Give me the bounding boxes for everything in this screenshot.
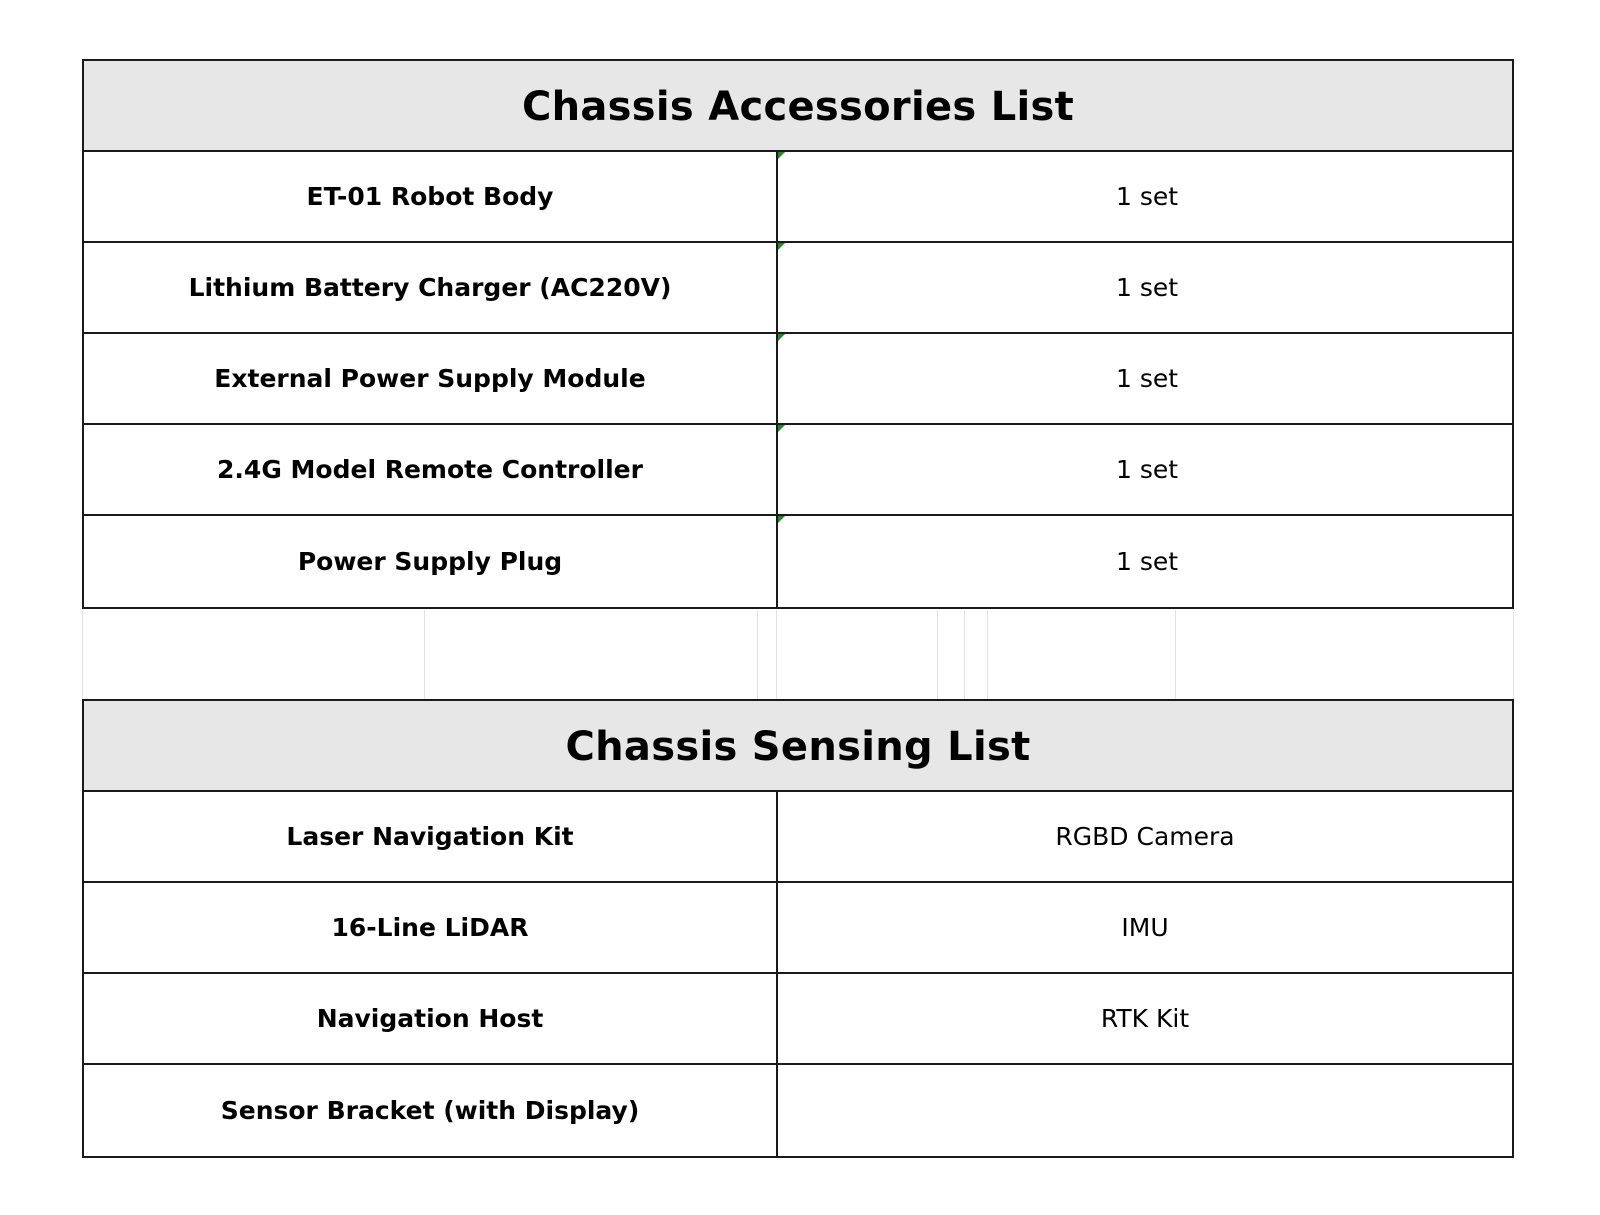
gridline (776, 610, 777, 699)
accessories-title[interactable]: Chassis Accessories List (84, 61, 1512, 152)
table-row (84, 152, 1512, 243)
accessories-table (82, 59, 1514, 609)
gridline (937, 610, 938, 699)
qty-cell[interactable] (778, 243, 1512, 332)
cell-comment-flag-icon (778, 516, 785, 523)
sensing-right-cell[interactable]: RTK Kit (1100, 1004, 1190, 1033)
qty-text: 1 set (1115, 273, 1179, 302)
table-row (84, 883, 1512, 974)
item-cell[interactable]: Power Supply Plug (84, 516, 778, 607)
gridline (1175, 610, 1176, 699)
sensing-left-cell[interactable]: 16-Line LiDAR (84, 883, 778, 972)
item-cell[interactable]: External Power Supply Module (84, 334, 778, 423)
cell-comment-flag-icon (778, 425, 785, 432)
item-cell[interactable]: Lithium Battery Charger (AC220V) (84, 243, 778, 332)
item-cell[interactable]: ET-01 Robot Body (84, 152, 778, 241)
cell-comment-flag-icon (778, 152, 785, 159)
empty-grid-area[interactable] (82, 610, 1514, 699)
table-row (84, 974, 1512, 1065)
gridline (987, 610, 988, 699)
qty-text: 1 set (1115, 364, 1179, 393)
qty-cell[interactable] (778, 152, 1512, 241)
table-row (84, 243, 1512, 334)
table-row (84, 334, 1512, 425)
sensing-left-cell[interactable]: Laser Navigation Kit (84, 792, 778, 881)
qty-cell[interactable] (778, 425, 1512, 514)
sensing-left-cell[interactable]: Navigation Host (84, 974, 778, 1063)
sensing-left-cell[interactable]: Sensor Bracket (with Display) (84, 1065, 778, 1156)
sensing-right-cell[interactable]: IMU (1121, 913, 1169, 942)
sensing-right-cell[interactable] (778, 1065, 1512, 1156)
table-row (84, 425, 1512, 516)
gridline (964, 610, 965, 699)
sensing-right-cell[interactable]: RGBD Camera (1055, 822, 1235, 851)
gridline (82, 610, 83, 699)
item-cell[interactable]: 2.4G Model Remote Controller (84, 425, 778, 514)
table-row (84, 516, 1512, 607)
qty-text: 1 set (1115, 455, 1179, 484)
sensing-title[interactable]: Chassis Sensing List (84, 701, 1512, 792)
qty-cell[interactable] (778, 516, 1512, 607)
gridline (424, 610, 425, 699)
qty-cell[interactable] (778, 334, 1512, 423)
table-row (84, 1065, 1512, 1156)
qty-text: 1 set (1115, 547, 1179, 576)
table-row (84, 792, 1512, 883)
gridline (757, 610, 758, 699)
qty-text: 1 set (1115, 182, 1179, 211)
cell-comment-flag-icon (778, 243, 785, 250)
sensing-table (82, 699, 1514, 1158)
gridline (1513, 610, 1514, 699)
cell-comment-flag-icon (778, 334, 785, 341)
